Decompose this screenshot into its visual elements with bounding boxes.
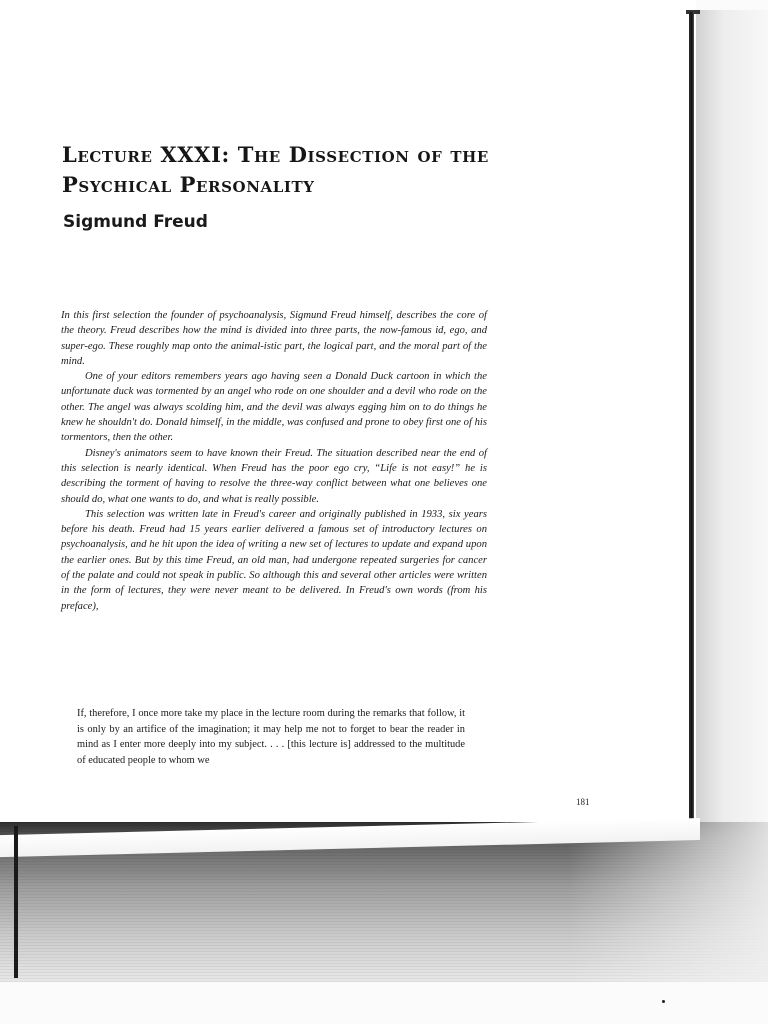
spine-shadow	[694, 10, 768, 870]
introduction-text	[61, 308, 487, 614]
intro-paragraph-3: Disney's animators seem to have known their Freud. The situation described near the end of this selection is nearly identical. When Freud has the poor ego cry, “Life is not easy!” he is describing the torment of having to resolve the three-way conflict between what one believes one should do, what one wants to do, and what is really possible.	[61, 447, 487, 505]
intro-paragraph-2: One of your editors remembers years ago having seen a Donald Duck cartoon in which the unfortunate duck was tormented by an angel who rode on one shoulder and a devil who rode on the other. The angel was always scolding him, and the devil was always egging him on to do things he knew he shouldn't do. Donald himself, in the middle, was confused and prone to obey first one of his tormentors, then the other.	[61, 371, 487, 444]
intro-paragraph-4: This selection was written late in Freud's career and originally published in 1933, six years before his death. Freud had 15 years earlier delivered a famous set of introductory lectures on psychoanalysis, and he hit upon the idea of writing a new set of lectures to update and expand upon the earlier ones. But by this time Freud, an old man, had undergone repeated surgeries for cancer of the palate and could not speak in public. So although this and several other articles were written in the form of lectures, they were never meant to be delivered. In Freud's own words (from his preface),	[61, 508, 487, 612]
page-number: 181	[576, 797, 590, 807]
page-right-edge	[689, 12, 694, 834]
intro-paragraph-1: In this first selection the founder of psychoanalysis, Sigmund Freud himself, describes the core of the theory. Freud describes how the mind is divided into three parts, the now-famous id, ego, and super-ego. These roughly map onto the animal-istic part, the logical part, and the moral part of the mind.	[61, 310, 487, 367]
author-name: Sigmund Freud	[63, 212, 208, 232]
scan-speck	[662, 1000, 665, 1003]
lecture-title: Lecture XXXI: The Dissection of the Psychical Personality	[62, 142, 489, 197]
fold-left-edge	[14, 826, 18, 978]
block-quote: If, therefore, I once more take my place in the lecture room during the remarks that follow, it is only by an artifice of the imagination; it may help me not to forget to bear the reader in mind as I enter more deeply into my subject. . . . [this lecture is] addressed to the multitude of educated people to whom we	[77, 708, 465, 766]
